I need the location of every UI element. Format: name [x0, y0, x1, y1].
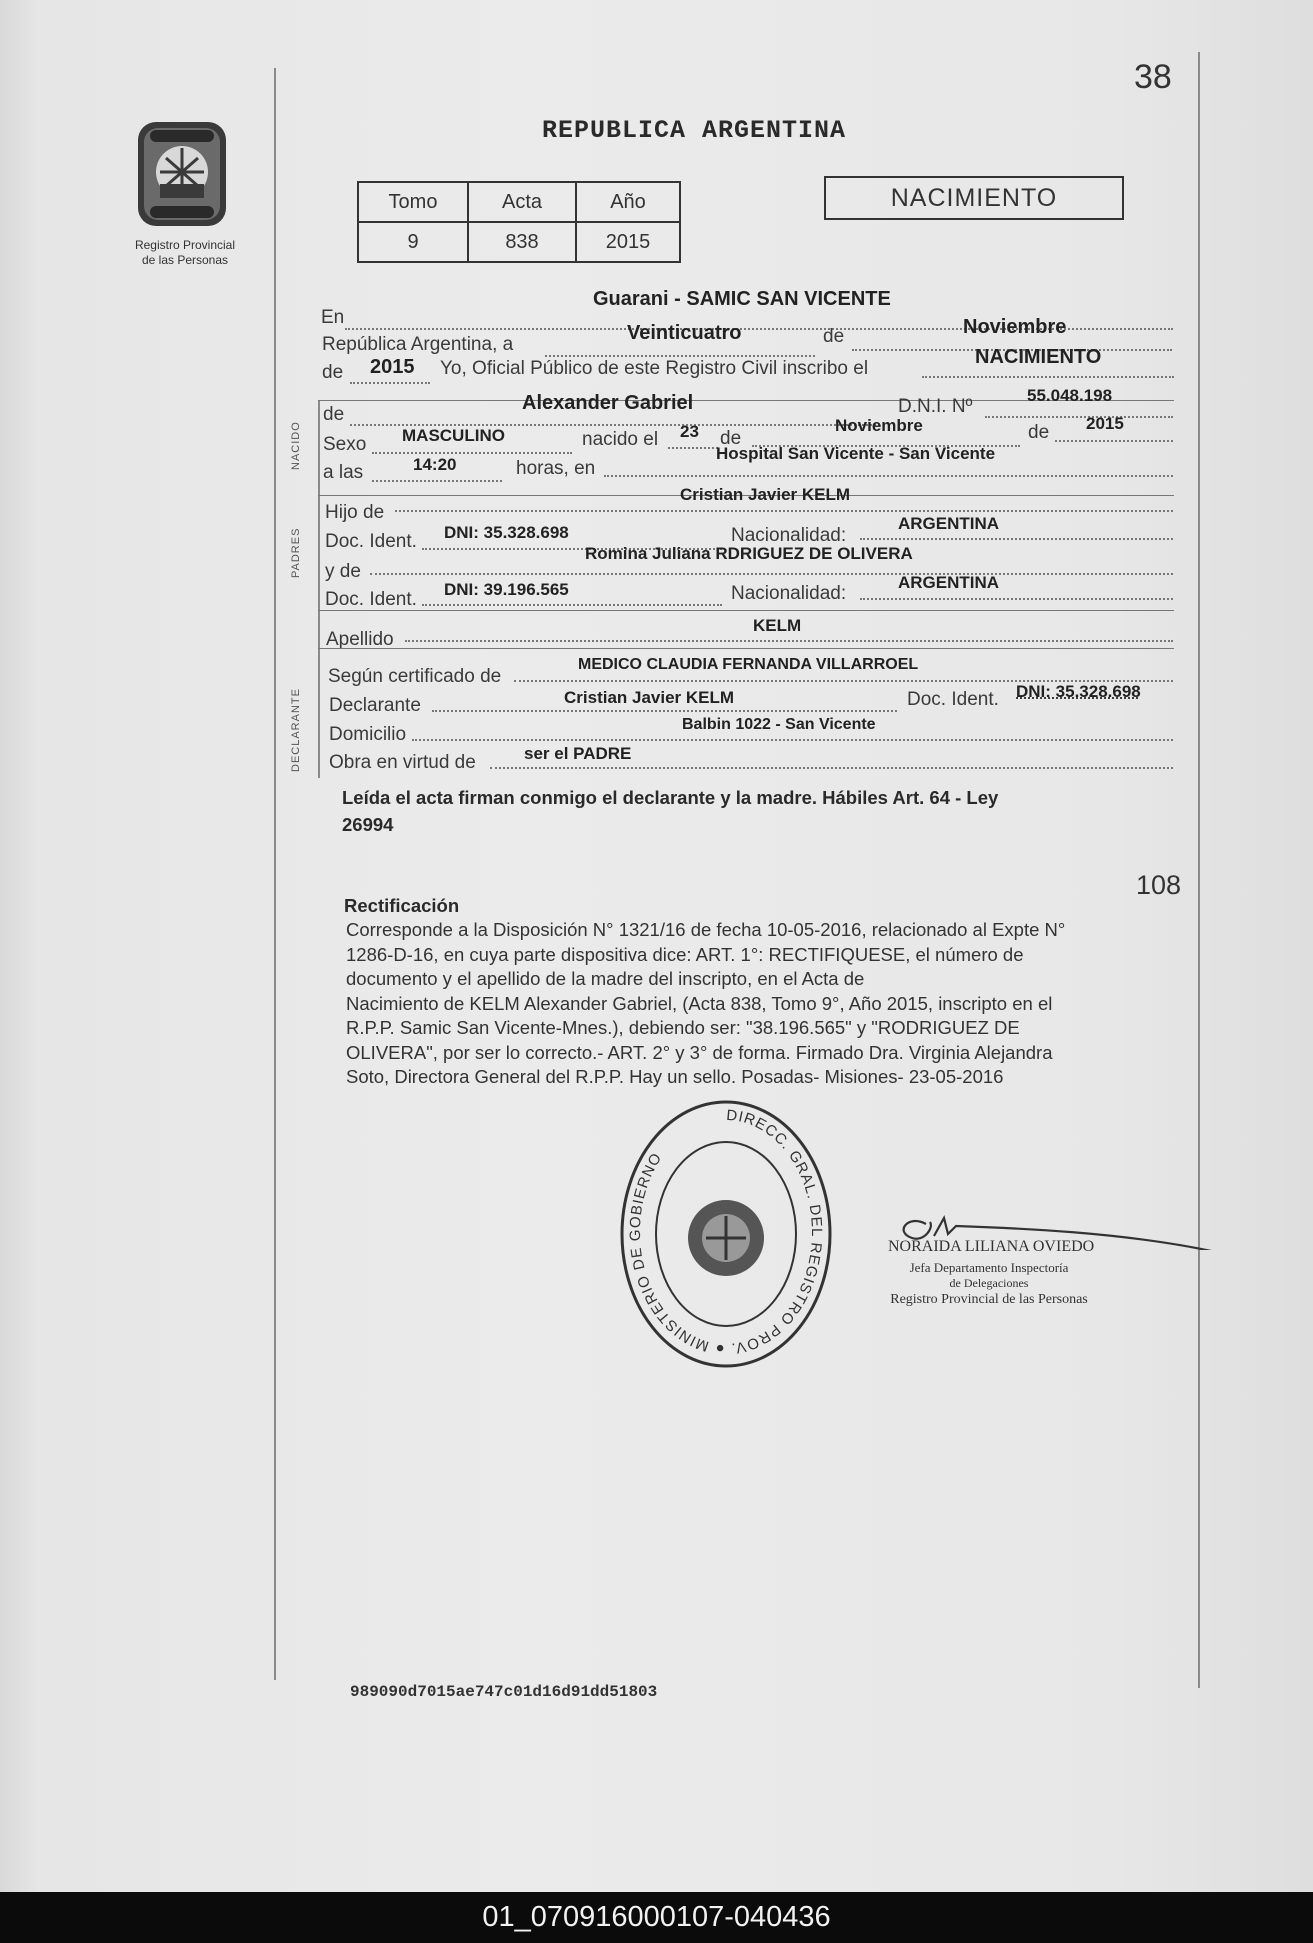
child-sex: MASCULINO	[402, 426, 505, 445]
province-logo	[130, 114, 234, 234]
obra-label: Obra en virtud de	[329, 752, 476, 773]
intro-de-label: de	[823, 326, 845, 347]
domicile: Balbin 1022 - San Vicente	[682, 716, 876, 733]
birth-year: 2015	[1086, 414, 1124, 433]
header-tomo: Tomo	[358, 182, 468, 222]
official-stamp	[618, 1098, 834, 1370]
father-doc: DNI: 35.328.698	[444, 523, 569, 542]
intro-de-label2: de	[322, 362, 344, 383]
apellido-label: Apellido	[326, 629, 394, 650]
birth-place: Hospital San Vicente - San Vicente	[716, 444, 996, 463]
rectification-line: OLIVERA", por ser lo correcto.- ART. 2° y 3° de forma. Firmado Dra. Virginia Alejandra	[346, 1041, 1053, 1063]
scan-id-footer: 01_070916000107-040436	[0, 1892, 1313, 1943]
mother-nationality: ARGENTINA	[898, 573, 1000, 592]
section-label-declarante: DECLARANTE	[290, 688, 302, 772]
signatory-name: NORAIDA LILIANA OVIEDO	[888, 1238, 1095, 1255]
seal-icon	[618, 1098, 834, 1370]
logo-caption-line2: de las Personas	[141, 253, 229, 267]
mother-doc: DNI: 39.196.565	[444, 580, 569, 599]
value-ano: 2015	[576, 222, 680, 262]
section-margin-line	[318, 400, 320, 778]
value-tomo: 9	[358, 222, 468, 262]
document-title: REPUBLICA ARGENTINA	[542, 116, 847, 145]
closing-line1: Leída el acta firman conmigo el declarante y la madre. Hábiles Art. 64 - Ley	[342, 787, 999, 808]
mother-doc-label: Doc. Ident.	[325, 589, 417, 610]
intro-day: Veinticuatro	[627, 322, 742, 344]
signatory-org: Registro Provincial de las Personas	[890, 1292, 1088, 1307]
coat-of-arms-icon	[130, 114, 234, 234]
intro-republica-label: República Argentina, a	[322, 334, 514, 355]
section-label-nacido: NACIDO	[290, 421, 302, 470]
rectification-line: Nacimiento de KELM Alexander Gabriel, (Acta 838, Tomo 9°, Año 2015, inscripto en el	[346, 992, 1053, 1014]
signature-block	[864, 1210, 1224, 1330]
intro-place: Guarani - SAMIC SAN VICENTE	[593, 288, 891, 310]
rectification-body	[346, 918, 1065, 1090]
child-dni: 55.048.198	[1027, 386, 1113, 405]
decl-doc-label: Doc. Ident.	[907, 689, 999, 710]
birth-day: 23	[680, 422, 699, 441]
rectification-line: Soto, Directora General del R.P.P. Hay un sello. Posadas- Misiones- 23-05-2016	[346, 1066, 1004, 1087]
father-name: Cristian Javier KELM	[680, 485, 851, 504]
father-nationality: ARGENTINA	[898, 514, 1000, 533]
nacido-de-label3: de	[1028, 422, 1050, 443]
nacido-de-label2: de	[720, 428, 742, 449]
surname: KELM	[753, 616, 802, 635]
rectification-line: 1286-D-16, en cuya parte dispositiva dice: ART. 1°: RECTIFIQUESE, el número de	[346, 943, 1024, 965]
declarant-doc: DNI: 35.328.698	[1016, 682, 1141, 701]
closing-line2: 26994	[342, 814, 394, 835]
intro-year: 2015	[370, 356, 415, 378]
signatory-title: Jefa Departamento Inspectoría	[909, 1260, 1069, 1275]
nacido-de-label: de	[323, 404, 345, 425]
record-type-box: NACIMIENTO	[824, 176, 1124, 220]
rectification-line: R.P.P. Samic San Vicente-Mnes.), debiendo ser: "38.196.565" y "RODRIGUEZ DE	[346, 1017, 1020, 1038]
hijo-label: Hijo de	[325, 502, 385, 523]
birth-hour: 14:20	[413, 455, 457, 474]
intro-officer-text: Yo, Oficial Público de este Registro Civil inscribo el	[440, 358, 869, 379]
alas-label: a las	[323, 462, 364, 483]
left-margin-line	[274, 68, 276, 1680]
dom-label: Domicilio	[329, 724, 407, 745]
stamp-ring-text: DIRECC. GRAL. DEL REGISTRO PROV. ● MINISTERIO DE GOBIERNO	[626, 1106, 825, 1358]
declarant-name: Cristian Javier KELM	[564, 688, 735, 707]
yde-label: y de	[325, 561, 361, 582]
intro-month: Noviembre	[963, 316, 1067, 338]
nacido-dni-label: D.N.I. Nº	[898, 396, 973, 417]
intro-act-type: NACIMIENTO	[975, 346, 1102, 368]
obra-value: ser el PADRE	[524, 744, 632, 763]
right-margin-line	[1198, 52, 1200, 1688]
header-ano: Año	[576, 182, 680, 222]
rectification-number: 108	[1136, 870, 1182, 900]
record-info-table	[357, 181, 681, 263]
logo-caption	[110, 238, 260, 268]
nacido-el-label: nacido el	[582, 429, 659, 450]
logo-caption-line1: Registro Provincial	[134, 238, 236, 252]
birth-month: Noviembre	[835, 416, 923, 435]
section-label-padres: PADRES	[290, 527, 302, 578]
mother-nat-label: Nacionalidad:	[731, 583, 847, 604]
child-name: Alexander Gabriel	[522, 392, 694, 414]
father-doc-label: Doc. Ident.	[325, 531, 417, 552]
horas-label: horas, en	[516, 458, 596, 479]
mother-name: Romina Juliana RDRIGUEZ DE OLIVERA	[585, 544, 913, 563]
header-acta: Acta	[468, 182, 576, 222]
signatory-dept: de Delegaciones	[949, 1276, 1029, 1290]
page-number: 38	[1134, 58, 1172, 96]
rectification-line: documento y el apellido de la madre del inscripto, en el Acta de	[346, 968, 865, 989]
value-acta: 838	[468, 222, 576, 262]
decl-label: Declarante	[329, 695, 421, 716]
cert-label: Según certificado de	[328, 666, 502, 687]
rectification-heading: Rectificación	[344, 895, 460, 916]
sexo-label: Sexo	[323, 434, 367, 455]
intro-en-label: En	[321, 307, 345, 328]
rectification-line: Corresponde a la Disposición N° 1321/16 de fecha 10-05-2016, relacionado al Expte N°	[346, 919, 1066, 940]
father-nat-label: Nacionalidad:	[731, 525, 847, 546]
document-hash: 989090d7015ae747c01d16d91dd51803	[350, 1683, 658, 1701]
cert-value: MEDICO CLAUDIA FERNANDA VILLARROEL	[578, 656, 919, 673]
